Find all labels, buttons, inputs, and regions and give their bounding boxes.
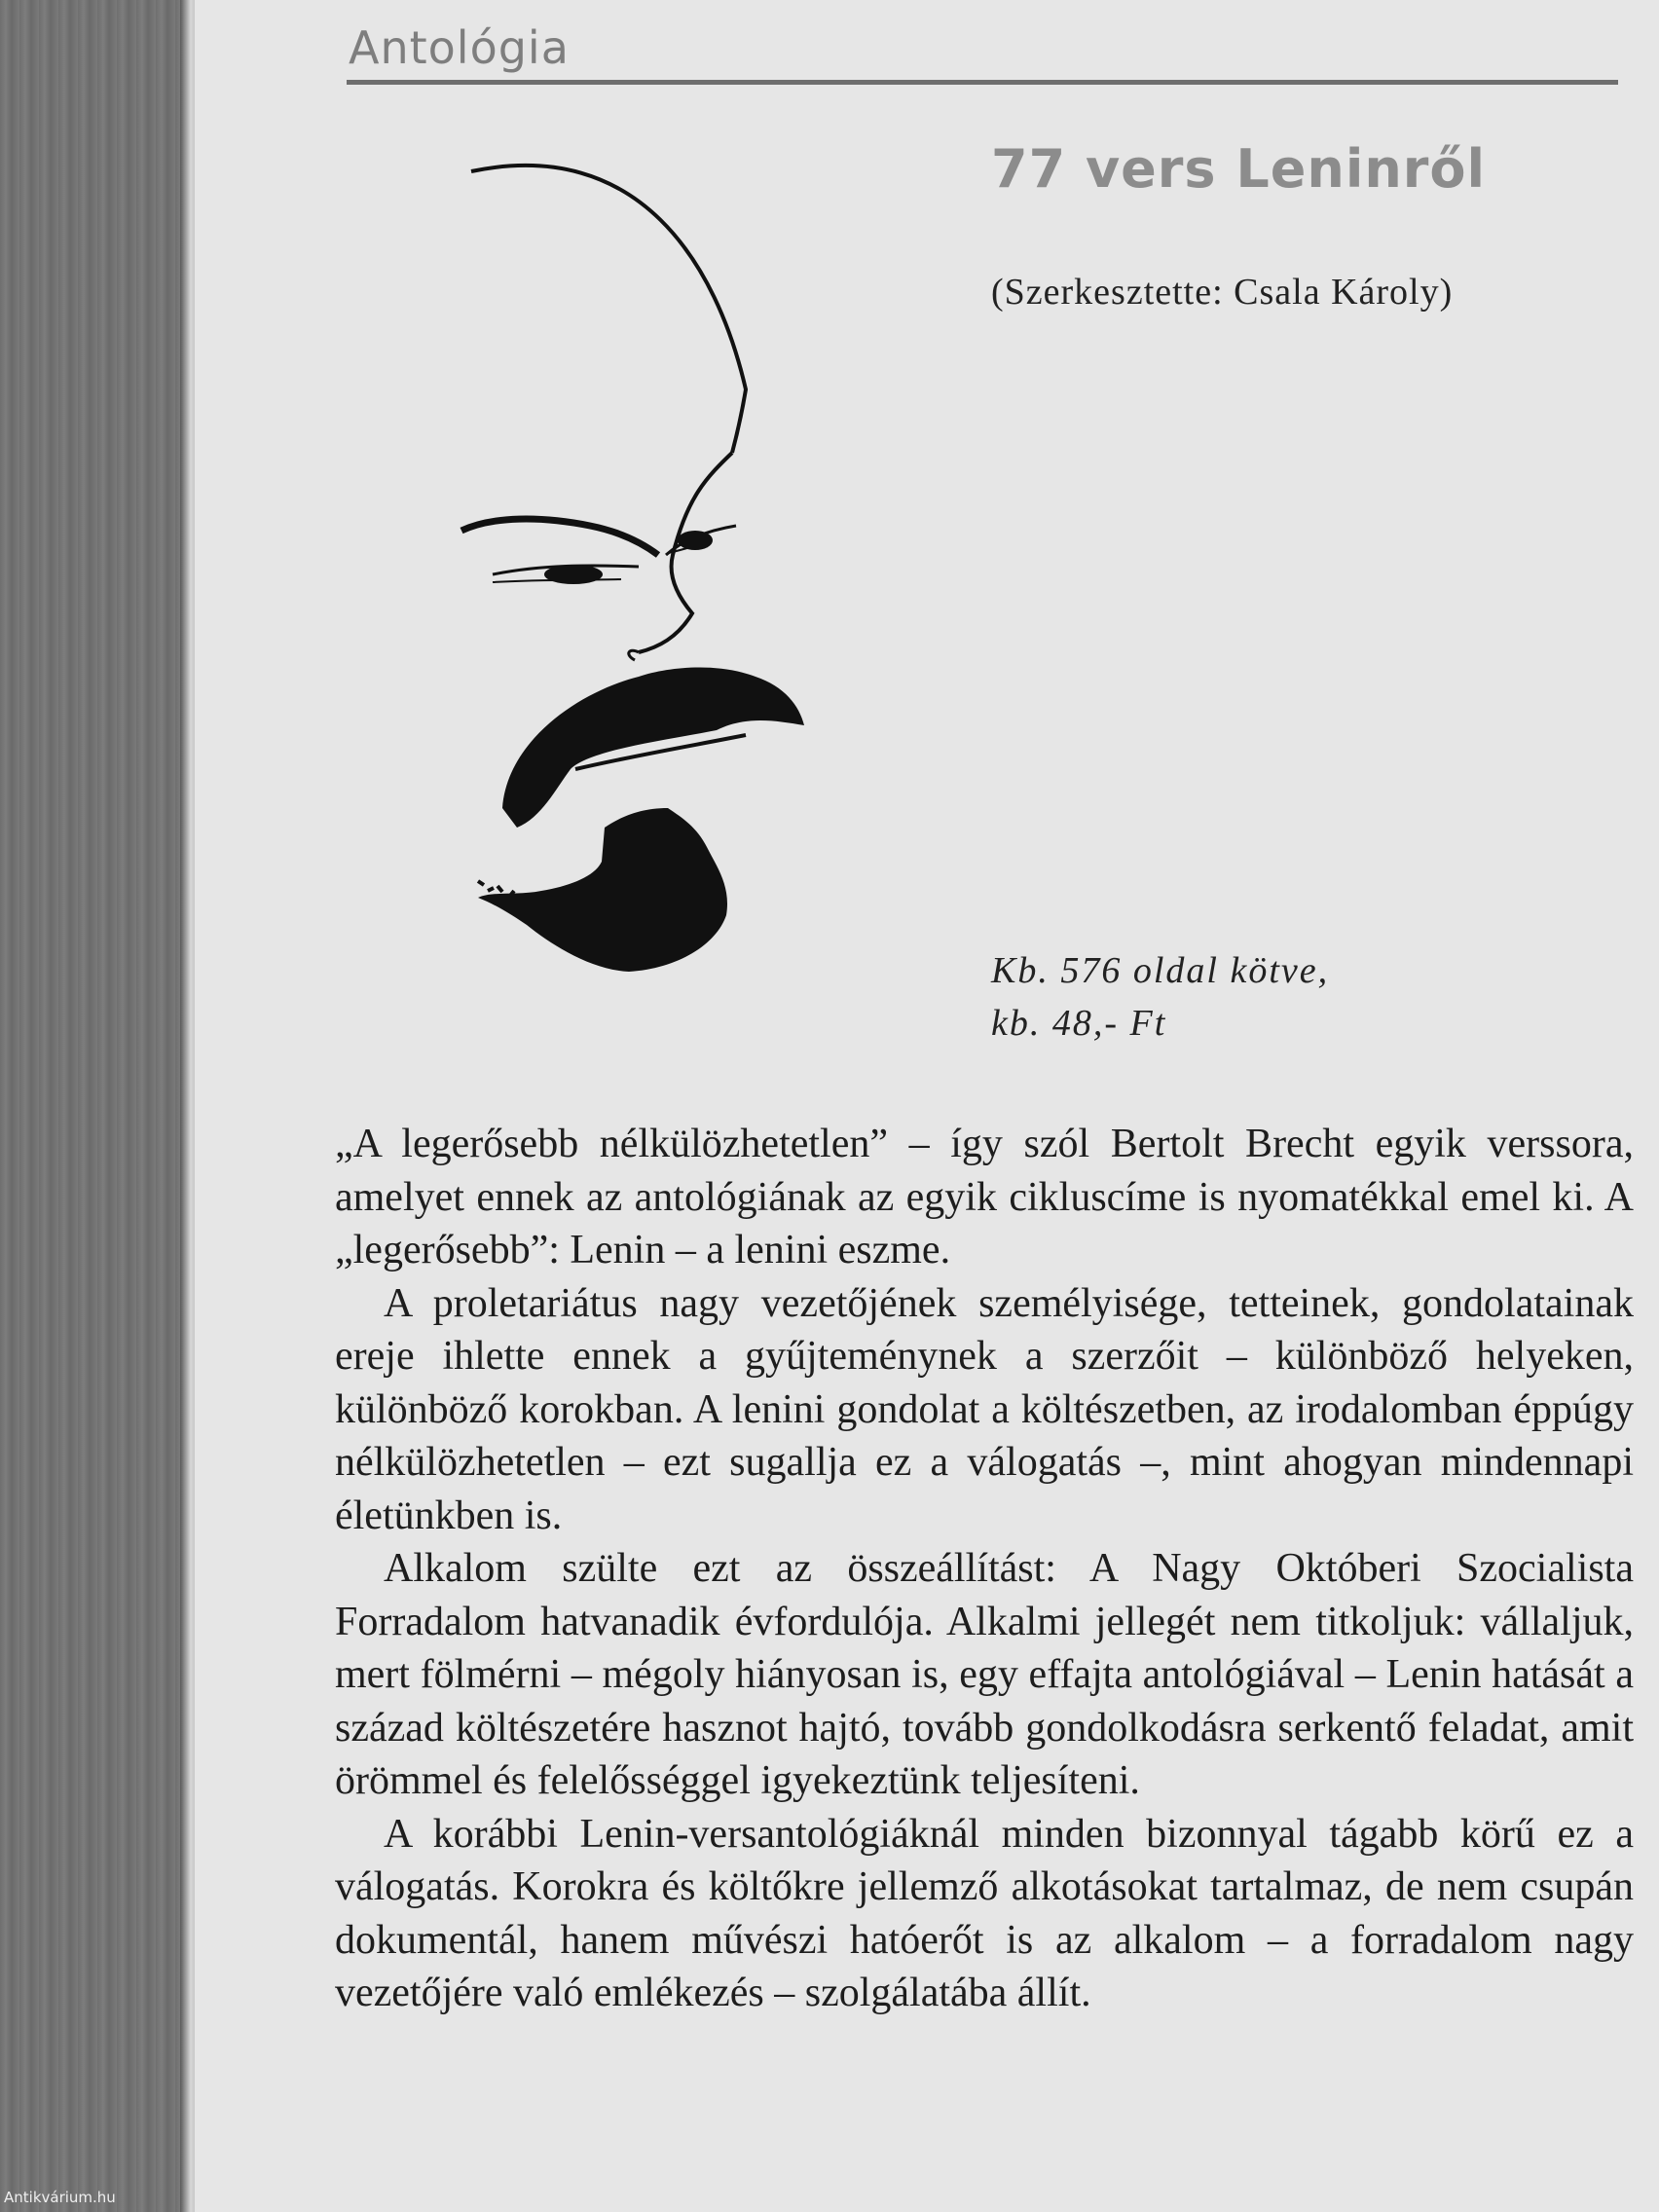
price: kb. 48,- Ft <box>991 1003 1167 1044</box>
paragraph: A korábbi Lenin-versantológiáknál minden bizonnyal tágabb körű ez a válogatás. Korokra és költőkre jellemző alkotásokat tartalmaz, de nem csupán dokumentál, hanem művészi hatóerőt is az alkalom – a forradalom nagy vezetőjére való emlékezés – szolgálatába állít. <box>335 1811 1634 2015</box>
lenin-portrait-illustration <box>347 146 970 1022</box>
paragraph: „A legerősebb nélkülözhetetlen” – így szól Bertolt Brecht egyik verssora, amelyet ennek az antológiának az egyik cikluscíme is nyomatékkal emel ki. A „legerősebb”: Lenin – a lenini eszme. <box>335 1122 1634 1272</box>
book-title: 77 vers Leninről <box>991 138 1487 200</box>
pages-binding: Kb. 576 oldal kötve, <box>991 950 1330 991</box>
paragraph: A proletariátus nagy vezetőjének személyisége, tetteinek, gondolatainak ereje ihlette ennek a gyűjteménynek a szerzőit – különböző helyeken, különböző korokban. A lenini gondolat a költészetben, az irodalomban éppúgy nélkülözhetetlen – ezt sugallja ez a válogatás –, mint ahogyan mindennapi életünkben is. <box>335 1280 1634 1538</box>
bookshelf-background <box>0 0 185 2212</box>
watermark: Antikvárium.hu <box>4 2189 116 2206</box>
review-text <box>335 1118 1634 2020</box>
paragraph: Alkalom szülte ezt az összeállítást: A Nagy Októberi Szocialista Forradalom hatvanadik évfordulója. Alkalmi jellegét nem titkoljuk: vállaljuk, mert fölmérni – mégoly hiányosan is, egy effajta antológiával – Lenin hatását a század költészetére hasznot hajtó, tovább gondolkodásra serkentő feladat, amit örömmel és felelősséggel igyekeztünk teljesíteni. <box>335 1546 1634 1803</box>
publication-info <box>991 944 1329 1050</box>
section-label: Antológia <box>349 21 570 74</box>
book-editor: (Szerkesztette: Csala Károly) <box>991 272 1454 313</box>
book-page <box>195 0 1659 2212</box>
header-rule <box>347 80 1618 85</box>
